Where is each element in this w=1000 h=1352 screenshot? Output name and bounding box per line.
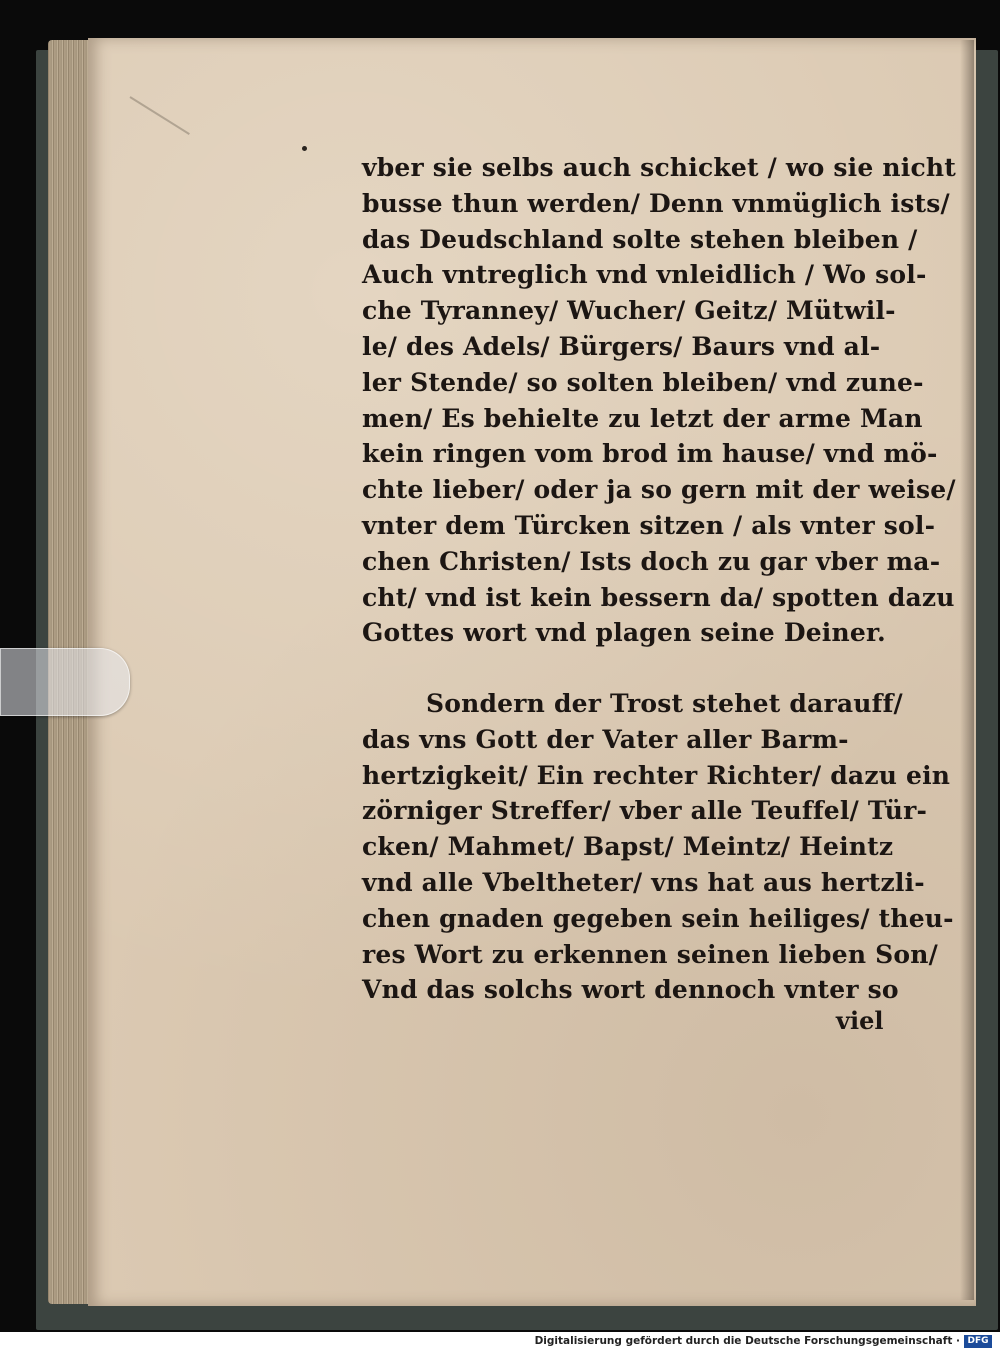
text-line: vber sie selbs auch schicket / wo sie nicht [362, 153, 956, 182]
text-line: chen gnaden gegeben sein heiliges/ theu- [362, 903, 954, 933]
text-line: che Tyranney/ Wucher/ Geitz/ Mütwil- [362, 296, 896, 326]
text-line: chen Christen/ Ists doch zu gar vber ma- [362, 546, 941, 576]
catchword: viel [836, 1006, 884, 1035]
text-line: zörniger Streffer/ vber alle Teuffel/ Tür- [362, 796, 928, 826]
paragraph-1 [362, 150, 956, 651]
text-line: das vns Gott der Vater aller Barm- [362, 724, 849, 754]
text-line: hertzigkeit/ Ein rechter Richter/ dazu ein [362, 760, 951, 790]
dfg-logo: DFG [964, 1335, 992, 1348]
footer-bar [0, 1332, 1000, 1352]
text-line: Auch vntreglich vnd vnleidlich / Wo sol- [362, 260, 927, 290]
page-clip [0, 648, 130, 716]
ink-dot [302, 146, 307, 151]
text-line: men/ Es behielte zu letzt der arme Man [362, 403, 923, 433]
text-line: Vnd das solchs wort dennoch vnter so [362, 975, 899, 1005]
text-line: Sondern der Trost stehet darauff/ [426, 689, 903, 718]
paragraph-2 [362, 686, 954, 1008]
text-line: kein ringen vom brod im hause/ vnd mö- [362, 439, 938, 469]
text-line: le/ des Adels/ Bürgers/ Baurs vnd al- [362, 331, 881, 361]
text-line: cht/ vnd ist kein bessern da/ spotten dazu [362, 582, 955, 612]
text-line: vnter dem Türcken sitzen / als vnter sol- [362, 510, 936, 540]
text-line: vnd alle Vbeltheter/ vns hat aus hertzli- [362, 867, 925, 897]
text-line: Gottes wort vnd plagen seine Deiner. [362, 618, 886, 648]
text-line: das Deudschland solte stehen bleiben / [362, 224, 918, 254]
gutter-shadow [960, 40, 974, 1300]
text-line: cken/ Mahmet/ Bapst/ Meintz/ Heintz [362, 832, 894, 862]
text-line: res Wort zu erkennen seinen lieben Son/ [362, 939, 938, 969]
text-line: chte lieber/ oder ja so gern mit der weise/ [362, 475, 956, 505]
funding-credit: Digitalisierung gefördert durch die Deutsche Forschungsgemeinschaft · [534, 1335, 960, 1347]
text-line: busse thun werden/ Denn vnmüglich ists/ [362, 188, 950, 218]
text-line: ler Stende/ so solten bleiben/ vnd zune- [362, 367, 924, 397]
